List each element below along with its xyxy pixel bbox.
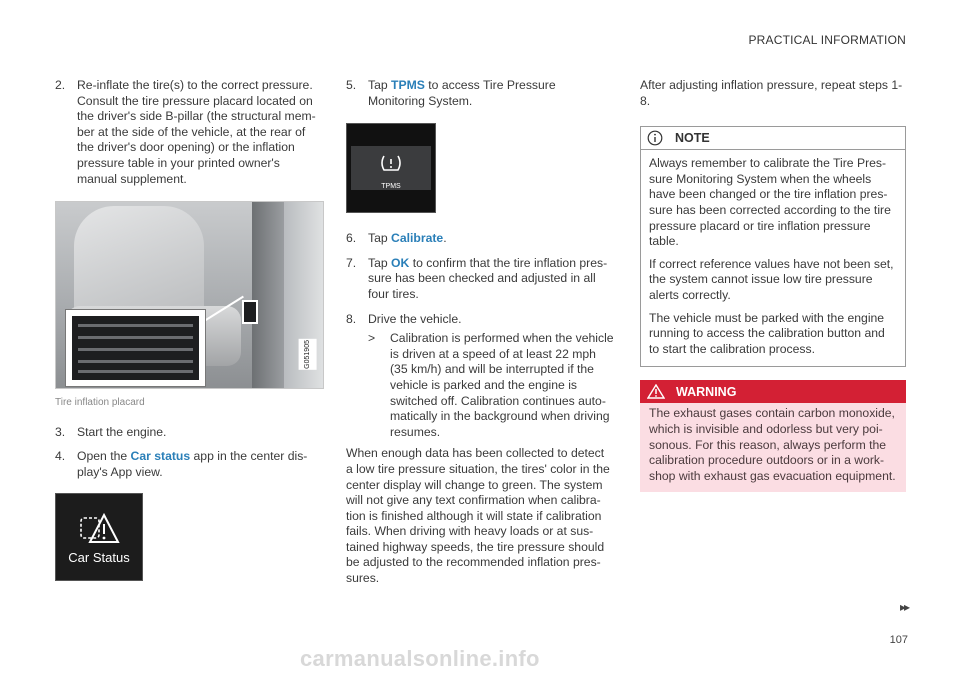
step-8-result: [368, 331, 614, 440]
tire-pressure-icon: [379, 154, 403, 174]
b-pillar: [252, 202, 284, 388]
note-title: NOTE: [675, 131, 710, 146]
figure-caption: Tire inflation placard: [55, 397, 145, 409]
result-marker: >: [368, 331, 376, 346]
image-code: G051905: [299, 339, 317, 370]
page-number: 107: [889, 634, 908, 646]
warning-header: [640, 380, 906, 403]
note-body: [641, 150, 905, 366]
column-right: [640, 78, 906, 492]
warning-text: The exhaust gases contain carbon monoxide, which is invisible and odorless but very poi-sonous. For this reason, always perform the calibration procedure outdoors or in a work-shop with exhaust gas evacuation equipment.: [649, 406, 896, 483]
step-6: [346, 231, 614, 247]
tpms-button-tile[interactable]: [346, 123, 436, 213]
step-text-post: app in the center dis-play's App view.: [77, 449, 308, 479]
car-status-warning-icon: [78, 512, 120, 546]
calibrate-link[interactable]: Calibrate: [391, 231, 444, 246]
step-number: 5.: [346, 78, 357, 92]
step-5: [346, 78, 614, 109]
note-paragraph: Always remember to calibrate the Tire Pres-sure Monitoring System when the wheels have been changed or the tire inflation pres-sure has been corrected according to the tire pressure placard or tire inflation pressure table.: [649, 156, 891, 249]
step-text-post: to access Tire Pressure Monitoring System.: [368, 78, 556, 108]
section-title: PRACTICAL INFORMATION: [748, 33, 906, 47]
step-text: Re-inflate the tire(s) to the correct pressure. Consult the tire pressure placard located on the driver's side B-pillar (the structural mem-ber at the side of the vehicle, at the rear of the driver's door opening) or the inflation pressure table in your printed owner's manual supplement.: [77, 78, 316, 186]
info-icon: [647, 130, 663, 146]
step-text: Start the engine.: [77, 424, 167, 439]
step-text-pre: Tap: [368, 231, 392, 246]
app-icon-label: Car Status: [68, 549, 130, 565]
column-left: [55, 78, 323, 581]
tire-placard-photo: [55, 201, 324, 389]
step-3: [55, 425, 323, 441]
step-number: 7.: [346, 255, 357, 270]
note-paragraph: The vehicle must be parked with the engine running to access the calibration button and to start the calibration process.: [649, 310, 885, 356]
tpms-tile-label: TPMS: [381, 183, 401, 191]
step-4: [55, 449, 323, 480]
note-header: [641, 127, 905, 150]
step-number: 2.: [55, 78, 66, 92]
step-text-post: .: [443, 231, 447, 246]
car-status-app-icon[interactable]: [55, 493, 143, 581]
body-paragraph: When enough data has been collected to detect a low tire pressure situation, the tires' color in the center display will change to green. The system will not give any text confirmation when calibra-tion is finished although it will state if calibration fails. When driving with heavy loads or at sus-tained highway speeds, the tire pressure should be adjusted to the recommended inflation pres-sures.: [346, 446, 610, 586]
warning-box: [640, 380, 906, 492]
watermark: carmanualsonline.info: [300, 646, 540, 671]
step-text-pre: Tap: [368, 78, 392, 92]
step-text-pre: Tap: [368, 255, 392, 270]
step-number: 6.: [346, 231, 357, 246]
result-text: Calibration is performed when the vehicle is driven at a speed of at least 22 mph (35 km/h) and will be interrupted if the vehicle is parked and the engine is switched off. Calibration continues auto-matically in the background when driving resumes.: [390, 331, 614, 439]
intro-text: After adjusting inflation pressure, repeat steps 1-8.: [640, 78, 903, 108]
step-text-post: to confirm that the tire inflation pres-sure has been checked and adjusted in all four tires.: [368, 255, 608, 301]
next-page-icon[interactable]: ▸▸: [899, 600, 908, 614]
step-number: 3.: [55, 424, 66, 439]
note-paragraph: If correct reference values have not been set, the system cannot issue low tire pressure alerts correctly.: [649, 256, 894, 302]
warning-triangle-icon: [647, 384, 665, 399]
step-text: Drive the vehicle.: [368, 311, 462, 326]
note-box: [640, 126, 906, 367]
step-7: [346, 256, 614, 303]
warning-title: WARNING: [676, 385, 737, 400]
ok-link[interactable]: OK: [391, 255, 410, 270]
step-text-pre: Open the: [77, 449, 131, 464]
step-2: [55, 78, 323, 187]
tire-inflation-placard: [72, 316, 199, 380]
step-8: [346, 312, 614, 441]
placard-callout: [66, 310, 205, 386]
tpms-link[interactable]: TPMS: [391, 78, 425, 92]
car-status-link[interactable]: Car status: [130, 449, 191, 464]
step-number: 4.: [55, 449, 66, 464]
placard-location-marker: [242, 300, 258, 324]
column-middle: [346, 78, 614, 587]
step-number: 8.: [346, 311, 357, 326]
